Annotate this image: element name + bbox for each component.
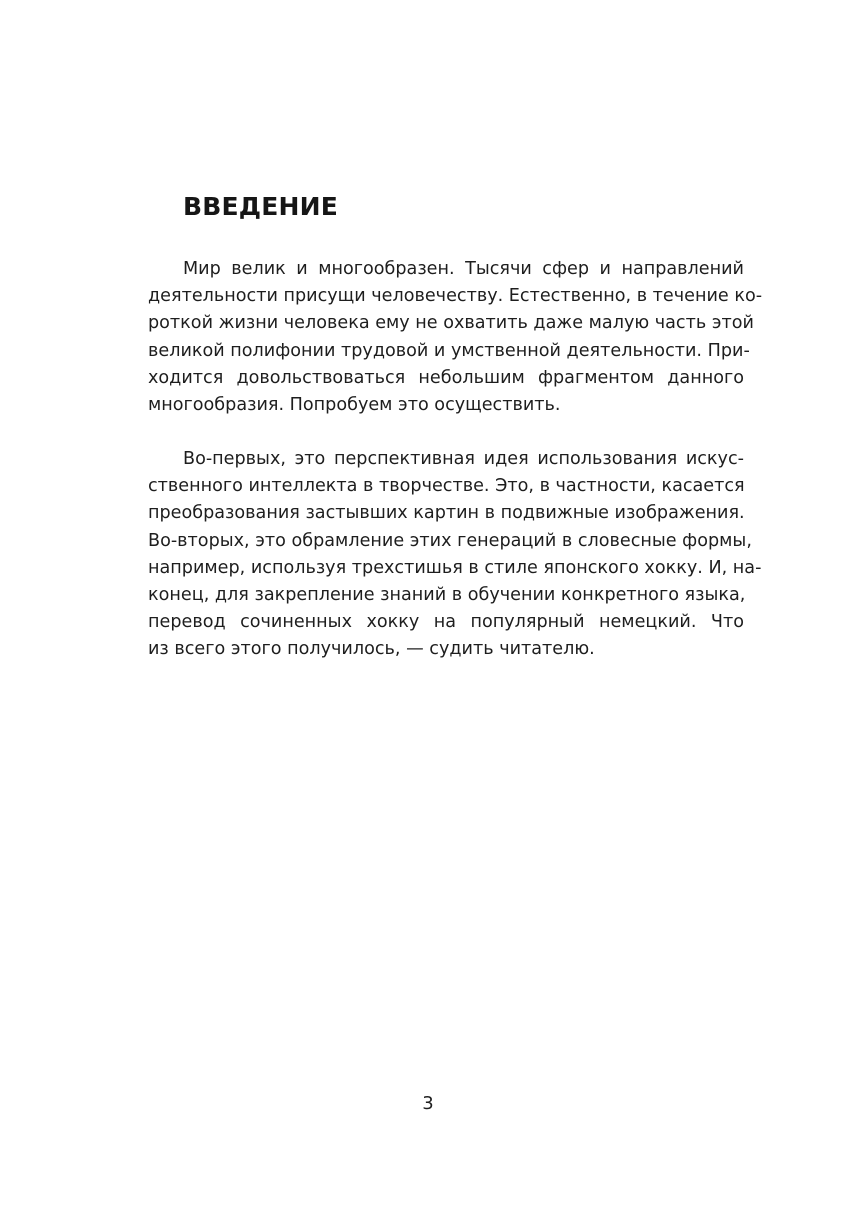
paragraph-2 (148, 446, 762, 664)
paragraph-line: великой полифонии трудовой и умственной деятельности. При- (148, 340, 750, 361)
section-heading: ВВЕДЕНИЕ (183, 192, 339, 221)
paragraph-line: деятельности присущи человечеству. Естественно, в течение ко- (148, 286, 763, 307)
paragraph-line: преобразования застывших картин в подвижные изображения. (148, 503, 745, 524)
paragraph-line: ственного интеллекта в творчестве. Это, в частности, касается (148, 476, 745, 497)
paragraph-1 (148, 256, 763, 419)
paragraph-line: конец, для закрепление знаний в обучении конкретного языка, (148, 584, 746, 605)
paragraph-line: многообразия. Попробуем это осуществить. (148, 394, 561, 415)
paragraph-line: роткой жизни человека ему не охватить даже малую часть этой (148, 313, 754, 334)
paragraph-line: например, используя трехстишья в стиле японского хокку. И, на- (148, 557, 762, 578)
paragraph-line: из всего этого получилось, — судить читателю. (148, 639, 595, 660)
paragraph-line: ходится довольствоваться небольшим фрагментом данного (148, 367, 744, 388)
paragraph-line: Во-вторых, это обрамление этих генераций в словесные формы, (148, 530, 752, 551)
paragraph-line: Во-первых, это перспективная идея использования искус- (183, 449, 744, 469)
paragraph-line: перевод сочиненных хокку на популярный немецкий. Что (148, 612, 744, 633)
paragraph-line: Мир велик и многообразен. Тысячи сфер и направлений (183, 259, 744, 279)
page-number: 3 (422, 1093, 434, 1114)
